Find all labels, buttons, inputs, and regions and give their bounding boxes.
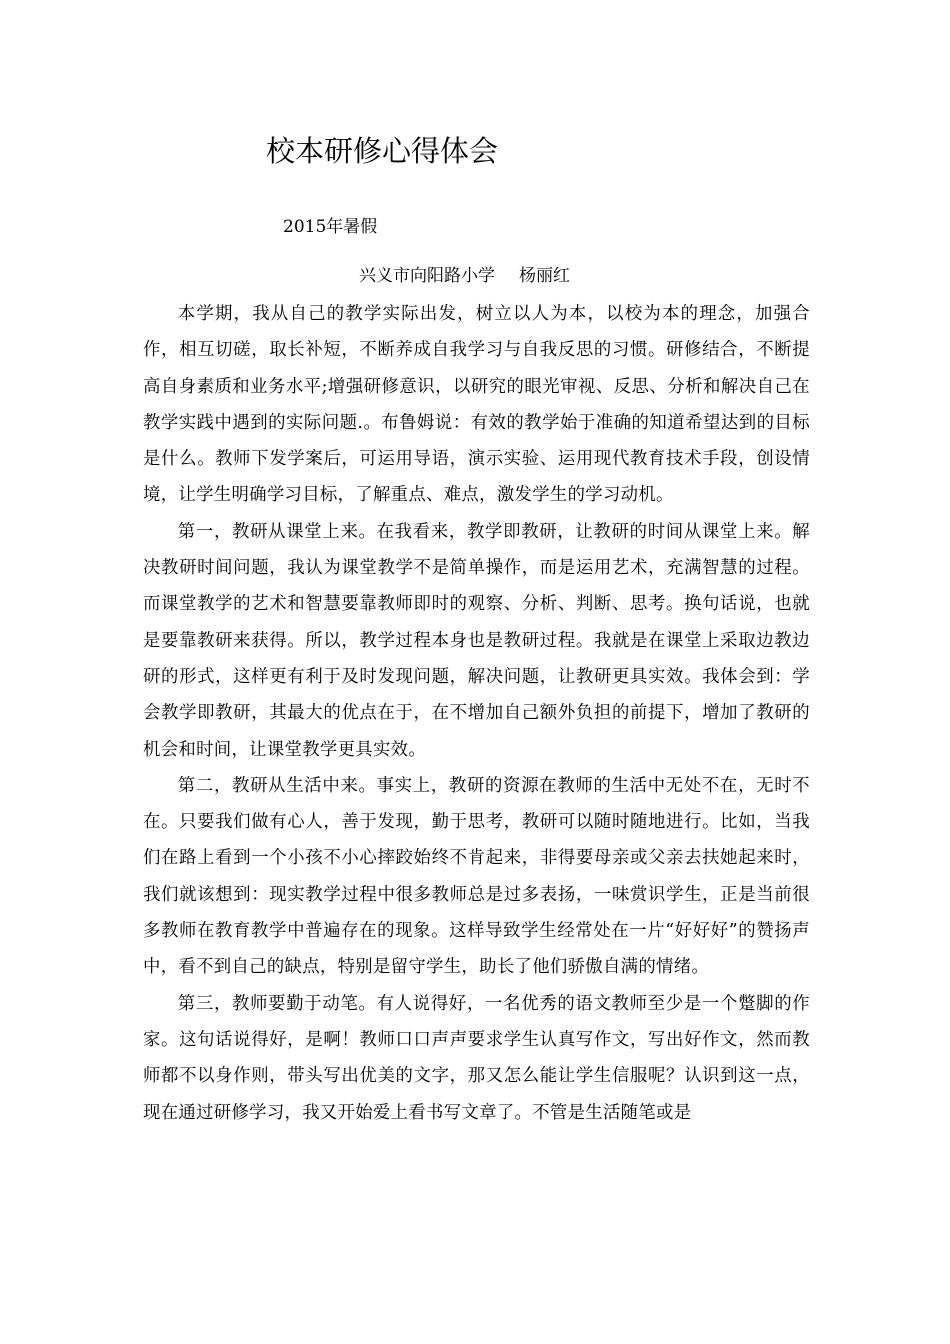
paragraph-third-point: 第三，教师要勤于动笔。有人说得好，一名优秀的语文教师至少是一个蹩脚的作家。这句话说得好，是啊！教师口口声声要求学生认真写作文，写出好作文，然而教师都不以身作则，带头写出优美的文字，那又怎么能让学生信服呢？认识到这一点，现在通过研修学习，我又开始爱上看书写文章了。不管是生活随笔或是 [143,993,810,1123]
document-body [143,296,810,1131]
author-line [359,262,570,290]
paragraph-second-point: 第二，教研从生活中来。事实上，教研的资源在教师的生活中无处不在，无时不在。只要我们做有心人，善于发现，勤于思考，教研可以随时随地进行。比如，当我们在路上看到一个小孩不小心摔跤始终不肯起来，非得要母亲或父亲去扶她起来时，我们就该想到：现实教学过程中很多教师总是过多表扬，一味赏识学生，正是当前很多教师在教育教学中普遍存在的现象。这样导致学生经常处在一片“好好好”的赞扬声中，看不到自己的缺点，特别是留守学生，助长了他们骄傲自满的情绪。 [143,775,810,978]
document-date: 2015年暑假 [283,217,378,237]
paragraph-intro: 本学期，我从自己的教学实际出发，树立以人为本，以校为本的理念，加强合作，相互切磋，取长补短，不断养成自我学习与自我反思的习惯。研修结合，不断提高自身素质和业务水平;增强研修意识，以研究的眼光审视、反思、分析和解决自己在教学实践中遇到的实际问题.。布鲁姆说：有效的教学始于准确的知道希望达到的目标是什么。教师下发学案后，可运用导语，演示实验、运用现代教育技术手段，创设情境，让学生明确学习目标，了解重点、难点，激发学生的学习动机。 [143,304,810,506]
document-title: 校本研修心得体会 [266,134,499,168]
paragraph-first-point: 第一，教研从课堂上来。在我看来，教学即教研，让教研的时间从课堂上来。解决教研时间问题，我认为课堂教学不是简单操作，而是运用艺术，充满智慧的过程。而课堂教学的艺术和智慧要靠教师即时的观察、分析、判断、思考。换句话说，也就是要靠教研来获得。所以，教学过程本身也是教研过程。我就是在课堂上采取边教边研的形式，这样更有利于及时发现问题，解决问题，让教研更具实效。我体会到：学会教学即教研，其最大的优点在于，在不增加自己额外负担的前提下，增加了教研的机会和时间，让课堂教学更具实效。 [143,521,810,760]
author-name: 杨丽红 [519,266,570,286]
author-school: 兴义市向阳路小学 [359,266,495,286]
